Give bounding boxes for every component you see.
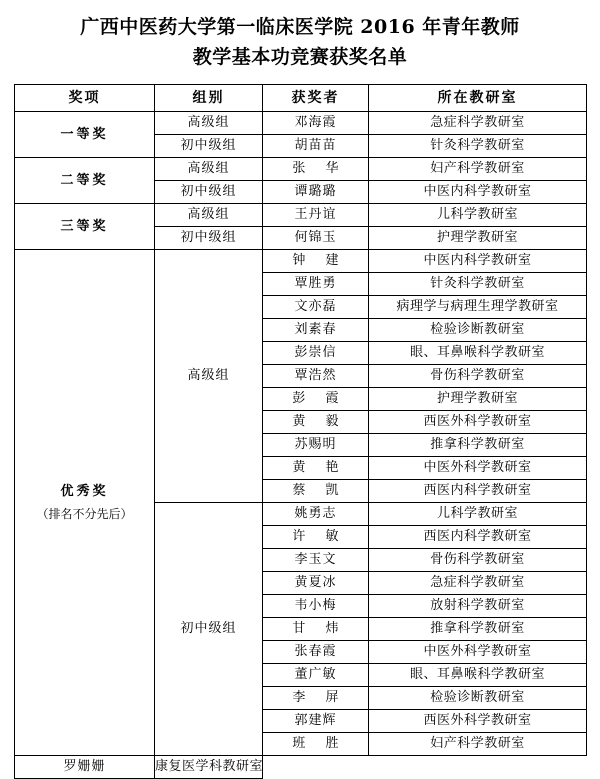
award-category-cell bbox=[15, 250, 155, 756]
winner-name-cell: 何锦玉 bbox=[263, 227, 369, 250]
department-cell: 推拿科学教研室 bbox=[369, 434, 587, 457]
award-category-label: 二等奖 bbox=[60, 172, 109, 188]
department-cell: 妇产科学教研室 bbox=[369, 158, 587, 181]
department-cell: 病理学与病理生理学教研室 bbox=[369, 296, 587, 319]
group-cell: 初中级组 bbox=[155, 227, 263, 250]
table-body bbox=[15, 112, 587, 779]
award-list-table bbox=[14, 84, 587, 779]
table-header-row bbox=[15, 85, 587, 112]
department-cell: 妇产科学教研室 bbox=[369, 733, 587, 756]
department-cell: 西医内科学教研室 bbox=[369, 480, 587, 503]
winner-name-cell: 韦小梅 bbox=[263, 595, 369, 618]
group-cell: 初中级组 bbox=[155, 135, 263, 158]
winner-name-cell: 许 敏 bbox=[263, 526, 369, 549]
group-cell: 高级组 bbox=[155, 158, 263, 181]
table-row bbox=[15, 112, 587, 135]
winner-name-cell: 董广敏 bbox=[263, 664, 369, 687]
group-cell: 高级组 bbox=[155, 112, 263, 135]
group-cell: 初中级组 bbox=[155, 503, 263, 756]
winner-name-cell: 钟 建 bbox=[263, 250, 369, 273]
winner-name-cell: 黄夏冰 bbox=[263, 572, 369, 595]
group-cell: 初中级组 bbox=[155, 181, 263, 204]
table-row bbox=[15, 204, 587, 227]
department-cell: 骨伤科学教研室 bbox=[369, 365, 587, 388]
department-cell: 西医外科学教研室 bbox=[369, 411, 587, 434]
column-header-award: 奖项 bbox=[15, 85, 155, 112]
winner-name-cell: 黄 毅 bbox=[263, 411, 369, 434]
department-cell: 护理学教研室 bbox=[369, 388, 587, 411]
column-header-group: 组别 bbox=[155, 85, 263, 112]
department-cell: 西医内科学教研室 bbox=[369, 526, 587, 549]
department-cell: 急症科学教研室 bbox=[369, 112, 587, 135]
award-category-cell bbox=[15, 112, 155, 158]
winner-name-cell: 覃浩然 bbox=[263, 365, 369, 388]
award-category-label: 一等奖 bbox=[60, 126, 109, 142]
department-cell: 急症科学教研室 bbox=[369, 572, 587, 595]
table-row bbox=[15, 158, 587, 181]
department-cell: 推拿科学教研室 bbox=[369, 618, 587, 641]
department-cell: 西医外科学教研室 bbox=[369, 710, 587, 733]
column-header-winner: 获奖者 bbox=[263, 85, 369, 112]
department-cell: 检验诊断教研室 bbox=[369, 687, 587, 710]
table-row bbox=[15, 756, 587, 779]
award-category-label: 优秀奖 bbox=[60, 483, 109, 499]
page-title-line2: 教学基本功竞赛获奖名单 bbox=[192, 46, 408, 68]
winner-name-cell: 王丹谊 bbox=[263, 204, 369, 227]
department-cell: 康复医学科教研室 bbox=[155, 756, 263, 779]
department-cell: 中医内科学教研室 bbox=[369, 181, 587, 204]
winner-name-cell: 蔡 凯 bbox=[263, 480, 369, 503]
winner-name-cell: 甘 炜 bbox=[263, 618, 369, 641]
table-row bbox=[15, 250, 587, 273]
department-cell: 护理学教研室 bbox=[369, 227, 587, 250]
group-cell: 高级组 bbox=[155, 204, 263, 227]
winner-name-cell: 郭建辉 bbox=[263, 710, 369, 733]
award-category-cell bbox=[15, 158, 155, 204]
department-cell: 眼、耳鼻喉科学教研室 bbox=[369, 342, 587, 365]
winner-name-cell: 黄 艳 bbox=[263, 457, 369, 480]
winner-name-cell: 罗姗姗 bbox=[15, 756, 155, 779]
winner-name-cell: 胡苗苗 bbox=[263, 135, 369, 158]
department-cell: 中医内科学教研室 bbox=[369, 250, 587, 273]
winner-name-cell: 彭 霞 bbox=[263, 388, 369, 411]
department-cell: 眼、耳鼻喉科学教研室 bbox=[369, 664, 587, 687]
winner-name-cell: 姚勇志 bbox=[263, 503, 369, 526]
award-category-cell bbox=[15, 204, 155, 250]
winner-name-cell: 张 华 bbox=[263, 158, 369, 181]
department-cell: 检验诊断教研室 bbox=[369, 319, 587, 342]
group-cell: 高级组 bbox=[155, 250, 263, 503]
winner-name-cell: 邓海霞 bbox=[263, 112, 369, 135]
winner-name-cell: 刘素春 bbox=[263, 319, 369, 342]
winner-name-cell: 李 屏 bbox=[263, 687, 369, 710]
winner-name-cell: 班 胜 bbox=[263, 733, 369, 756]
column-header-dept: 所在教研室 bbox=[369, 85, 587, 112]
award-category-note: （排名不分先后） bbox=[36, 506, 133, 521]
winner-name-cell: 彭崇信 bbox=[263, 342, 369, 365]
page-title-line1: 广西中医药大学第一临床医学院 2016 年青年教师 bbox=[80, 16, 520, 38]
department-cell: 放射科学教研室 bbox=[369, 595, 587, 618]
winner-name-cell: 覃胜勇 bbox=[263, 273, 369, 296]
winner-name-cell: 谭璐璐 bbox=[263, 181, 369, 204]
department-cell: 儿科学教研室 bbox=[369, 204, 587, 227]
award-category-label: 三等奖 bbox=[60, 218, 109, 234]
department-cell: 中医外科学教研室 bbox=[369, 457, 587, 480]
winner-name-cell: 苏赐明 bbox=[263, 434, 369, 457]
winner-name-cell: 李玉文 bbox=[263, 549, 369, 572]
department-cell: 中医外科学教研室 bbox=[369, 641, 587, 664]
department-cell: 针灸科学教研室 bbox=[369, 273, 587, 296]
department-cell: 骨伤科学教研室 bbox=[369, 549, 587, 572]
department-cell: 针灸科学教研室 bbox=[369, 135, 587, 158]
winner-name-cell: 文亦磊 bbox=[263, 296, 369, 319]
department-cell: 儿科学教研室 bbox=[369, 503, 587, 526]
winner-name-cell: 张春霞 bbox=[263, 641, 369, 664]
page-title bbox=[14, 12, 586, 72]
